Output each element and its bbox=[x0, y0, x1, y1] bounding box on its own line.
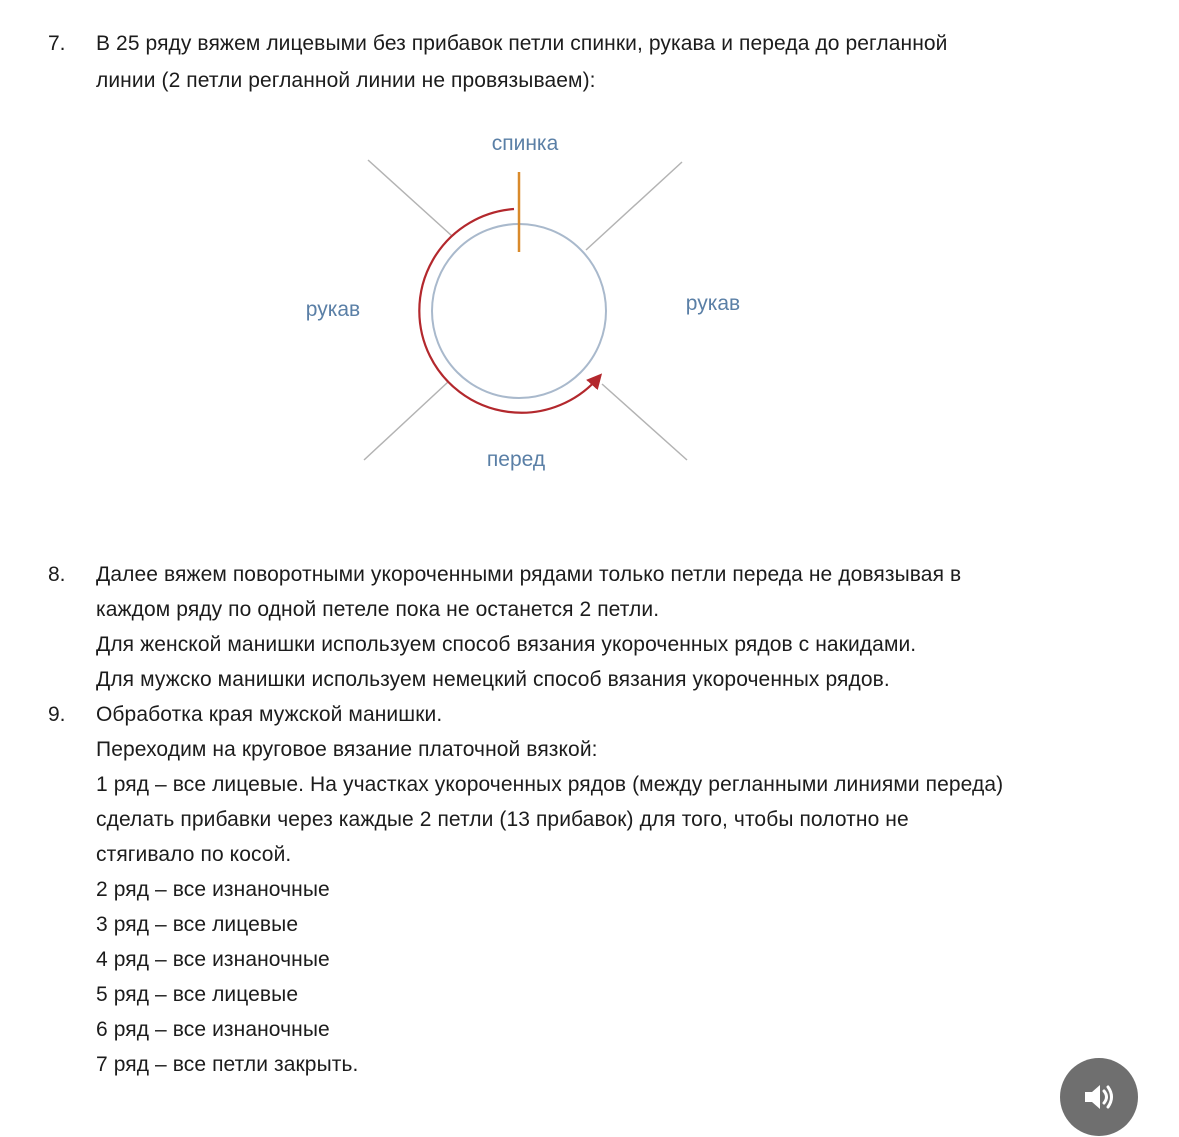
raglan-line-top-right bbox=[586, 162, 682, 250]
item-9-line-7: 3 ряд – все лицевые bbox=[96, 913, 299, 936]
item-9-line-6: 2 ряд – все изнаночные bbox=[96, 878, 330, 901]
raglan-line-bottom-left bbox=[364, 382, 448, 460]
item-9-line-1: Обработка края мужской манишки. bbox=[96, 703, 443, 726]
label-sleeve-right: рукав bbox=[685, 292, 741, 315]
raglan-line-top-left bbox=[368, 160, 452, 236]
item-9-line-9: 5 ряд – все лицевые bbox=[96, 983, 299, 1006]
item-9-line-4: сделать прибавки через каждые 2 петли (13 прибавок) для того, чтобы полотно не bbox=[96, 808, 909, 831]
raglan-line-bottom-right bbox=[602, 384, 687, 460]
item-8-line-1: Далее вяжем поворотными укороченными рядами только петли переда не довязывая в bbox=[96, 563, 962, 586]
item-8-line-4: Для мужско манишки используем немецкий способ вязания укороченных рядов. bbox=[96, 668, 890, 691]
speaker-icon bbox=[1079, 1077, 1119, 1117]
raglan-diagram-svg bbox=[280, 120, 780, 490]
item-9-line-2: Переходим на круговое вязание платочной вязкой: bbox=[96, 738, 598, 761]
audio-button[interactable] bbox=[1060, 1058, 1138, 1136]
item-9-number: 9. bbox=[48, 703, 66, 726]
label-sleeve-left: рукав bbox=[305, 298, 361, 321]
item-9-line-10: 6 ряд – все изнаночные bbox=[96, 1018, 330, 1041]
raglan-diagram bbox=[280, 120, 780, 490]
item-9-line-5: стягивало по косой. bbox=[96, 843, 292, 866]
item-9-line-11: 7 ряд – все петли закрыть. bbox=[96, 1053, 359, 1076]
knitting-direction-arrow bbox=[419, 209, 598, 413]
item-9-line-3: 1 ряд – все лицевые. На участках укороченных рядов (между регланными линиями переда) bbox=[96, 773, 1004, 796]
label-front: перед bbox=[486, 448, 546, 471]
item-7-line-1: В 25 ряду вяжем лицевыми без прибавок петли спинки, рукава и переда до регланной bbox=[96, 32, 948, 55]
item-8-line-2: каждом ряду по одной петеле пока не останется 2 петли. bbox=[96, 598, 660, 621]
item-7-number: 7. bbox=[48, 32, 66, 55]
item-7-line-2: линии (2 петли регланной линии не провязываем): bbox=[96, 69, 596, 92]
item-8-line-3: Для женской манишки используем способ вязания укороченных рядов с накидами. bbox=[96, 633, 917, 656]
item-9-line-8: 4 ряд – все изнаночные bbox=[96, 948, 330, 971]
item-8-number: 8. bbox=[48, 563, 66, 586]
label-back: спинка bbox=[491, 132, 559, 155]
